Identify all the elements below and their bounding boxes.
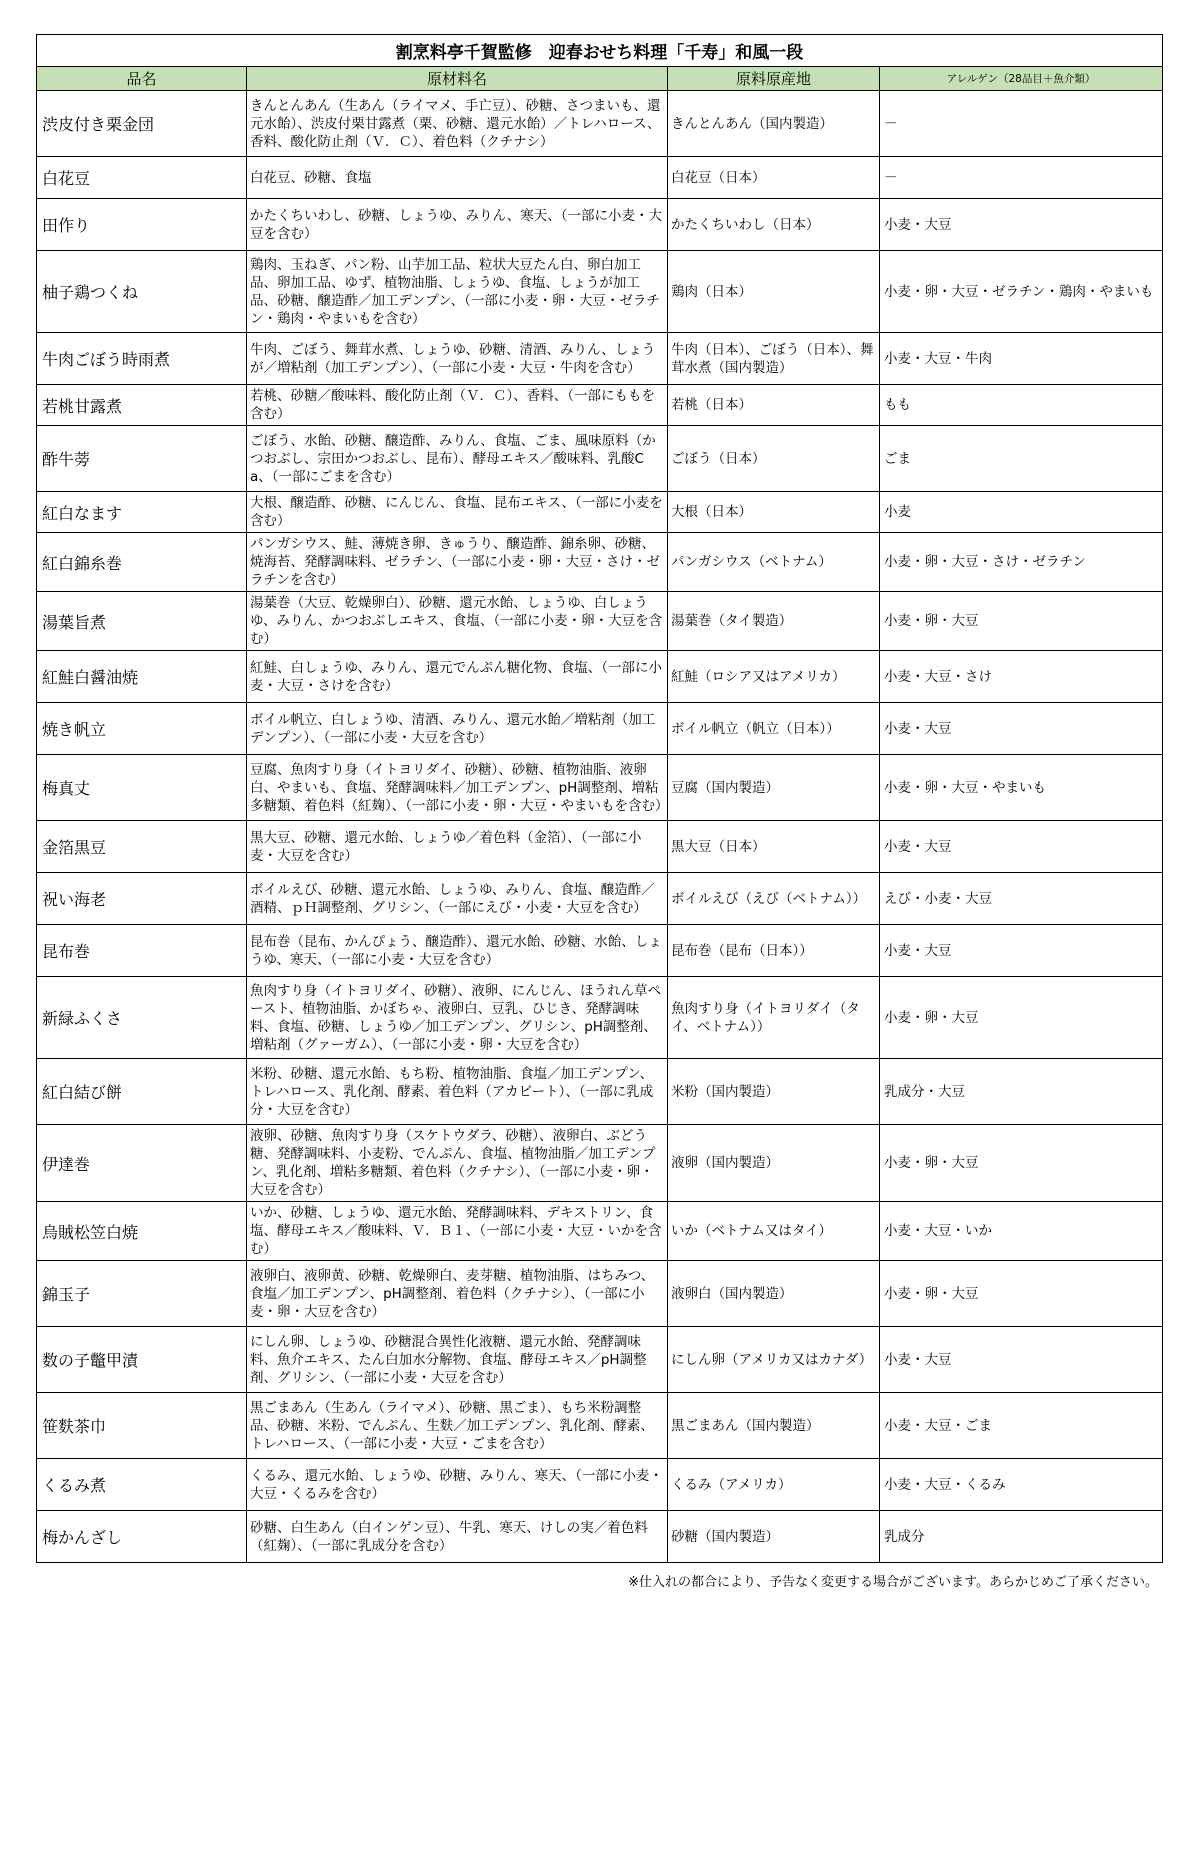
item-name: 紅白なます (37, 492, 247, 533)
item-materials: ボイル帆立、白しょうゆ、清酒、みりん、還元水飴／増粘剤（加工デンプン）、（一部に小麦・大豆を含む） (247, 703, 668, 755)
item-name: 柚子鶏つくね (37, 251, 247, 333)
item-materials: 黒ごまあん（生あん（ライマメ）、砂糖、黒ごま）、もち米粉調整品、砂糖、米粉、でんぷん、生麩／加工デンプン、乳化剤、酵素、トレハロース、（一部に小麦・大豆・ごまを含む） (247, 1393, 668, 1459)
item-materials: 黒大豆、砂糖、還元水飴、しょうゆ／着色料（金箔）、（一部に小麦・大豆を含む） (247, 821, 668, 873)
table-row (37, 492, 1163, 533)
item-origin: きんとんあん（国内製造） (668, 91, 880, 157)
table-row (37, 592, 1163, 651)
item-allergen: 小麦・卵・大豆 (880, 977, 1163, 1059)
item-origin: 黒ごまあん（国内製造） (668, 1393, 880, 1459)
item-allergen: 小麦・卵・大豆・ゼラチン・鶏肉・やまいも (880, 251, 1163, 333)
item-materials: 牛肉、ごぼう、舞茸水煮、しょうゆ、砂糖、清酒、みりん、しょうが／増粘剤（加工デンプン）、（一部に小麦・大豆・牛肉を含む） (247, 333, 668, 385)
item-name: 新緑ふくさ (37, 977, 247, 1059)
item-origin: ボイルえび（えび（ベトナム）） (668, 873, 880, 925)
table-row (37, 333, 1163, 385)
table-row (37, 925, 1163, 977)
item-allergen: 小麦・大豆・牛肉 (880, 333, 1163, 385)
item-origin: いか（ベトナム又はタイ） (668, 1202, 880, 1261)
item-allergen: 小麦・卵・大豆 (880, 1261, 1163, 1327)
column-header-allergen: アレルゲン（28品目＋魚介類） (880, 67, 1163, 91)
table-title: 割烹料亭千賀監修 迎春おせち料理「千寿」和風一段 (37, 35, 1163, 67)
item-materials: 液卵白、液卵黄、砂糖、乾燥卵白、麦芽糖、植物油脂、はちみつ、食塩／加工デンプン、pH調整剤、着色料（クチナシ）、（一部に小麦・卵・大豆を含む） (247, 1261, 668, 1327)
item-origin: 若桃（日本） (668, 385, 880, 426)
item-allergen: 小麦・大豆 (880, 199, 1163, 251)
header-row (37, 67, 1163, 91)
item-materials: 魚肉すり身（イトヨリダイ、砂糖）、液卵、にんじん、ほうれん草ペースト、植物油脂、かぼちゃ、液卵白、豆乳、ひじき、発酵調味料、食塩、砂糖、しょうゆ／加工デンプン、グリシン、pH調整剤、増粘剤（グァーガム）、（一部に小麦・卵・大豆を含む） (247, 977, 668, 1059)
table-row (37, 1202, 1163, 1261)
item-allergen: 乳成分 (880, 1511, 1163, 1563)
item-origin: 黒大豆（日本） (668, 821, 880, 873)
allergen-sheet (36, 34, 1162, 1590)
table-row (37, 1459, 1163, 1511)
item-origin: 豆腐（国内製造） (668, 755, 880, 821)
item-name: くるみ煮 (37, 1459, 247, 1511)
item-name: 伊達巻 (37, 1125, 247, 1202)
table-row (37, 91, 1163, 157)
table-row (37, 251, 1163, 333)
item-name: 梅真丈 (37, 755, 247, 821)
item-materials: ボイルえび、砂糖、還元水飴、しょうゆ、みりん、食塩、醸造酢／酒精、ｐＨ調整剤、グリシン、（一部にえび・小麦・大豆を含む） (247, 873, 668, 925)
item-materials: いか、砂糖、しょうゆ、還元水飴、発酵調味料、デキストリン、食塩、酵母エキス／酸味料、Ｖ．Ｂ１、（一部に小麦・大豆・いかを含む） (247, 1202, 668, 1261)
item-origin: 液卵（国内製造） (668, 1125, 880, 1202)
item-name: 数の子鼈甲漬 (37, 1327, 247, 1393)
item-materials: 液卵、砂糖、魚肉すり身（スケトウダラ、砂糖）、液卵白、ぶどう糖、発酵調味料、小麦粉、でんぷん、食塩、植物油脂／加工デンプン、乳化剤、増粘多糖類、着色料（クチナシ）、（一部に小麦・卵・大豆を含む） (247, 1125, 668, 1202)
item-materials: にしん卵、しょうゆ、砂糖混合異性化液糖、還元水飴、発酵調味料、魚介エキス、たん白加水分解物、食塩、酵母エキス／pH調整剤、グリシン、（一部に小麦・大豆を含む） (247, 1327, 668, 1393)
item-allergen: － (880, 91, 1163, 157)
item-origin: 紅鮭（ロシア又はアメリカ） (668, 651, 880, 703)
item-materials: 砂糖、白生あん（白インゲン豆）、牛乳、寒天、けしの実／着色料（紅麹）、（一部に乳成分を含む） (247, 1511, 668, 1563)
table-row (37, 199, 1163, 251)
table-row (37, 703, 1163, 755)
item-allergen: 小麦・大豆・いか (880, 1202, 1163, 1261)
item-name: 金箔黒豆 (37, 821, 247, 873)
item-name: 烏賊松笠白焼 (37, 1202, 247, 1261)
item-allergen: 小麦・大豆 (880, 1327, 1163, 1393)
table-row (37, 1511, 1163, 1563)
item-allergen: 小麦 (880, 492, 1163, 533)
table-row (37, 1125, 1163, 1202)
item-allergen: えび・小麦・大豆 (880, 873, 1163, 925)
table-row (37, 651, 1163, 703)
item-name: 焼き帆立 (37, 703, 247, 755)
column-header-materials: 原材料名 (247, 67, 668, 91)
item-name: 渋皮付き栗金団 (37, 91, 247, 157)
table-row (37, 533, 1163, 592)
item-origin: 昆布巻（昆布（日本）） (668, 925, 880, 977)
column-header-name: 品名 (37, 67, 247, 91)
item-origin: 米粉（国内製造） (668, 1059, 880, 1125)
table-row (37, 1327, 1163, 1393)
item-materials: 鶏肉、玉ねぎ、パン粉、山芋加工品、粒状大豆たん白、卵白加工品、卵加工品、ゆず、植物油脂、しょうゆ、食塩、しょうが加工品、砂糖、醸造酢／加工デンプン、（一部に小麦・卵・大豆・ゼラチン・鶏肉・やまいもを含む） (247, 251, 668, 333)
table-body (37, 91, 1163, 1563)
item-materials: 湯葉巻（大豆、乾燥卵白）、砂糖、還元水飴、しょうゆ、白しょうゆ、みりん、かつおぶしエキス、食塩、（一部に小麦・卵・大豆を含む） (247, 592, 668, 651)
item-allergen: 小麦・卵・大豆 (880, 1125, 1163, 1202)
table-row (37, 977, 1163, 1059)
item-allergen: 小麦・大豆 (880, 821, 1163, 873)
item-materials: 米粉、砂糖、還元水飴、もち粉、植物油脂、食塩／加工デンプン、トレハロース、乳化剤、酵素、着色料（アカビート）、（一部に乳成分・大豆を含む） (247, 1059, 668, 1125)
item-origin: 魚肉すり身（イトヨリダイ（タイ、ベトナム）） (668, 977, 880, 1059)
item-materials: 大根、醸造酢、砂糖、にんじん、食塩、昆布エキス、（一部に小麦を含む） (247, 492, 668, 533)
item-allergen: 小麦・大豆・ごま (880, 1393, 1163, 1459)
item-materials: くるみ、還元水飴、しょうゆ、砂糖、みりん、寒天、（一部に小麦・大豆・くるみを含む） (247, 1459, 668, 1511)
table-row (37, 821, 1163, 873)
item-allergen: 小麦・大豆 (880, 925, 1163, 977)
item-origin: くるみ（アメリカ） (668, 1459, 880, 1511)
item-name: 田作り (37, 199, 247, 251)
item-name: 錦玉子 (37, 1261, 247, 1327)
item-origin: パンガシウス（ベトナム） (668, 533, 880, 592)
table-row (37, 157, 1163, 199)
item-materials: 紅鮭、白しょうゆ、みりん、還元でんぷん糖化物、食塩、（一部に小麦・大豆・さけを含む） (247, 651, 668, 703)
item-allergen: 小麦・大豆 (880, 703, 1163, 755)
item-origin: 液卵白（国内製造） (668, 1261, 880, 1327)
item-name: 祝い海老 (37, 873, 247, 925)
item-name: 紅白結び餅 (37, 1059, 247, 1125)
item-materials: かたくちいわし、砂糖、しょうゆ、みりん、寒天、（一部に小麦・大豆を含む） (247, 199, 668, 251)
table-row (37, 755, 1163, 821)
item-materials: 白花豆、砂糖、食塩 (247, 157, 668, 199)
item-origin: ボイル帆立（帆立（日本）） (668, 703, 880, 755)
item-origin: にしん卵（アメリカ又はカナダ） (668, 1327, 880, 1393)
item-origin: 鶏肉（日本） (668, 251, 880, 333)
item-origin: 大根（日本） (668, 492, 880, 533)
item-allergen: 小麦・卵・大豆 (880, 592, 1163, 651)
item-name: 若桃甘露煮 (37, 385, 247, 426)
item-materials: 豆腐、魚肉すり身（イトヨリダイ、砂糖）、砂糖、植物油脂、液卵白、やまいも、食塩、発酵調味料／加工デンプン、pH調整剤、増粘多糖類、着色料（紅麹）、（一部に小麦・卵・大豆・やまいもを含む） (247, 755, 668, 821)
item-name: 笹麩茶巾 (37, 1393, 247, 1459)
table-row (37, 1393, 1163, 1459)
table-row (37, 1059, 1163, 1125)
footnote: ※仕入れの都合により、予告なく変更する場合がございます。あらかじめご了承ください。 (628, 1575, 1158, 1590)
item-name: 酢牛蒡 (37, 426, 247, 492)
item-allergen: 乳成分・大豆 (880, 1059, 1163, 1125)
item-origin: ごぼう（日本） (668, 426, 880, 492)
item-name: 昆布巻 (37, 925, 247, 977)
item-allergen: 小麦・卵・大豆・さけ・ゼラチン (880, 533, 1163, 592)
table-row (37, 1261, 1163, 1327)
item-name: 梅かんざし (37, 1511, 247, 1563)
item-allergen: 小麦・大豆・くるみ (880, 1459, 1163, 1511)
item-name: 紅白錦糸巻 (37, 533, 247, 592)
item-name: 牛肉ごぼう時雨煮 (37, 333, 247, 385)
item-allergen: ごま (880, 426, 1163, 492)
item-allergen: もも (880, 385, 1163, 426)
item-origin: 牛肉（日本）、ごぼう（日本）、舞茸水煮（国内製造） (668, 333, 880, 385)
item-materials: 若桃、砂糖／酸味料、酸化防止剤（Ｖ．Ｃ）、香料、（一部にももを含む） (247, 385, 668, 426)
item-materials: 昆布巻（昆布、かんぴょう、醸造酢）、還元水飴、砂糖、水飴、しょうゆ、寒天、（一部に小麦・大豆を含む） (247, 925, 668, 977)
item-origin: かたくちいわし（日本） (668, 199, 880, 251)
item-allergen: 小麦・大豆・さけ (880, 651, 1163, 703)
item-name: 湯葉旨煮 (37, 592, 247, 651)
item-name: 紅鮭白醤油焼 (37, 651, 247, 703)
item-materials: きんとんあん（生あん（ライマメ、手亡豆）、砂糖、さつまいも、還元水飴）、渋皮付栗甘露煮（栗、砂糖、還元水飴）／トレハロース、香料、酸化防止剤（Ｖ．Ｃ）、着色料（クチナシ） (247, 91, 668, 157)
table-row (37, 426, 1163, 492)
table-row (37, 873, 1163, 925)
item-materials: ごぼう、水飴、砂糖、醸造酢、みりん、食塩、ごま、風味原料（かつおぶし、宗田かつおぶし、昆布）、酵母エキス／酸味料、乳酸Ca、（一部にごまを含む） (247, 426, 668, 492)
column-header-origin: 原料原産地 (668, 67, 880, 91)
table-row (37, 385, 1163, 426)
item-origin: 砂糖（国内製造） (668, 1511, 880, 1563)
item-origin: 湯葉巻（タイ製造） (668, 592, 880, 651)
item-materials: パンガシウス、鮭、薄焼き卵、きゅうり、醸造酢、錦糸卵、砂糖、焼海苔、発酵調味料、ゼラチン、（一部に小麦・卵・大豆・さけ・ゼラチンを含む） (247, 533, 668, 592)
item-name: 白花豆 (37, 157, 247, 199)
ingredient-table (36, 34, 1163, 1563)
item-allergen: 小麦・卵・大豆・やまいも (880, 755, 1163, 821)
item-allergen: － (880, 157, 1163, 199)
item-origin: 白花豆（日本） (668, 157, 880, 199)
